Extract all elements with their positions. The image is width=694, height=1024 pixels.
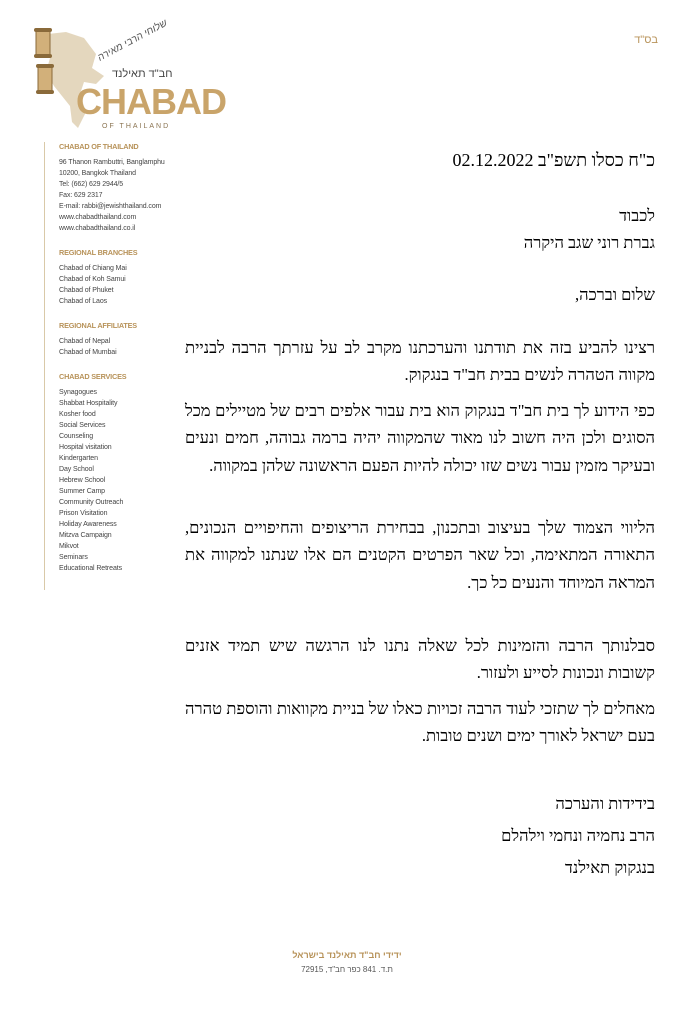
letter-date: כ"ח כסלו תשפ"ב 02.12.2022 <box>452 150 655 170</box>
greeting: שלום וברכה, <box>574 285 655 304</box>
service-item: Holiday Awareness <box>59 521 117 528</box>
closing-line: הרב נחמיה ונחמי וילהלם <box>501 826 655 845</box>
logo-hebrew-script: שלוחי הרבי מאירה <box>96 17 170 64</box>
branch-item: Chabad of Laos <box>59 298 108 305</box>
service-item: Seminars <box>59 554 88 561</box>
salutation <box>524 202 655 256</box>
logo-subtitle: OF THAILAND <box>102 123 171 130</box>
paragraph: כפי הידוע לך בית חב"ד בנגקוק הוא בית עבור אלפים רבים של מטיילים מכל הסוגים ולכן היה חשוב לנו מאוד שהמקווה יהיה ברמה גבוהה, חמים ונעים ובעיקר מזמין עבור נשים שזו יכולה להיות הפעם הראשונה שלהן במקווה. <box>185 401 655 475</box>
service-item: Mitzva Campaign <box>59 532 112 539</box>
closing-line: בנגקוק תאילנד <box>564 858 655 877</box>
branch-item: Chabad of Phuket <box>59 287 114 294</box>
paragraph: הליווי הצמוד שלך בעיצוב ובתכנון, בבחירת הריצופים והחיפויים הנכונים, התאורה המתאימה, וכל שאר הפרטים הקטנים הם אלו שנתנו למקווה את המראה המיוחד והנעים כל כך. <box>185 518 655 592</box>
contact-title: CHABAD OF THAILAND <box>59 142 139 151</box>
contact-section <box>59 142 199 234</box>
closing <box>501 788 655 884</box>
service-item: Kindergarten <box>59 455 98 462</box>
contact-line: Fax: 629 2317 <box>59 192 103 199</box>
service-item: Hebrew School <box>59 477 106 484</box>
branches-section <box>59 248 199 307</box>
affiliates-title: REGIONAL AFFILIATES <box>59 321 137 330</box>
service-item: Shabbat Hospitality <box>59 400 118 407</box>
service-item: Counseling <box>59 433 94 440</box>
closing-line: בידידות והערכה <box>555 794 655 813</box>
service-item: Hospital visitation <box>59 444 112 451</box>
footer-org: ידידי חב"ד תאילנד בישראל <box>292 950 402 960</box>
logo-hebrew-name: חב"ד תאילנד <box>112 68 173 80</box>
paragraph: רצינו להביע בזה את תודתנו והערכתנו מקרב לב על עזרתך הרבה לבניית מקווה הטהרה לנשים בבית חב"ד בנגקוק. <box>185 338 655 385</box>
service-item: Social Services <box>59 422 106 429</box>
service-item: Synagogues <box>59 389 97 396</box>
contact-line: 10200, Bangkok Thailand <box>59 170 136 177</box>
contact-line: www.chabadthailand.co.il <box>59 225 136 232</box>
services-title: CHABAD SERVICES <box>59 372 127 381</box>
contact-line: E-mail: rabbi@jewishthailand.com <box>59 203 162 210</box>
service-item: Community Outreach <box>59 499 124 506</box>
service-item: Day School <box>59 466 94 473</box>
service-item: Summer Camp <box>59 488 105 495</box>
sidebar <box>44 142 199 590</box>
logo-name: CHABAD <box>76 81 226 122</box>
paragraph: מאחלים לך שתזכי לעוד הרבה זכויות כאלו של בניית מקוואות והוספת טהרה בעם ישראל לאורך ימים ושנים טובות. <box>185 699 655 746</box>
salutation-line: לכבוד <box>619 206 655 225</box>
service-item: Kosher food <box>59 411 96 418</box>
branch-item: Chabad of Chiang Mai <box>59 265 127 272</box>
service-item: Prison Visitation <box>59 510 108 517</box>
affiliates-section <box>59 321 199 358</box>
paragraph: סבלנותך הרבה והזמינות לכל שאלה נתנו לנו הרגשה שיש תמיד אזנים קשובות ונכונות לסייע ולעזור. <box>185 636 655 683</box>
affiliate-item: Chabad of Nepal <box>59 338 111 345</box>
contact-line: www.chabadthailand.com <box>59 214 137 221</box>
footer <box>0 950 694 974</box>
service-item: Educational Retreats <box>59 565 122 572</box>
branch-item: Chabad of Koh Samui <box>59 276 126 283</box>
contact-line: 96 Thanon Rambuttri, Banglamphu <box>59 159 165 166</box>
footer-address: ת.ד. 841 כפר חב"ד, 72915 <box>301 965 393 974</box>
affiliate-item: Chabad of Mumbai <box>59 349 117 356</box>
contact-line: Tel: (662) 629 2944/5 <box>59 181 124 188</box>
salutation-line: גברת רוני שגב היקרה <box>523 233 655 252</box>
bsd-header: בס"ד <box>634 34 658 46</box>
branches-title: REGIONAL BRANCHES <box>59 248 138 257</box>
service-item: Mikvot <box>59 543 79 550</box>
services-section <box>59 372 199 574</box>
